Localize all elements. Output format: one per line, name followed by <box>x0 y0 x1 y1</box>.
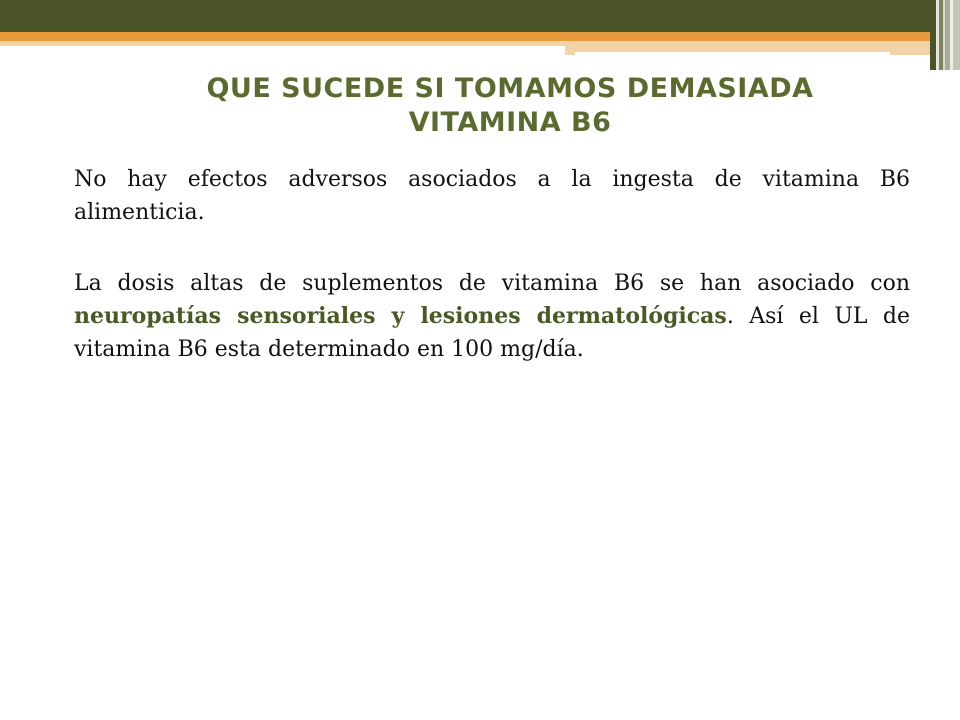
paragraph-2-text-end: . Así el UL de vitamina B6 esta determinado en 100 mg/día. <box>74 304 910 362</box>
header-band-dark <box>0 0 930 32</box>
title-line-1: QUE SUCEDE SI TOMAMOS DEMASIADA <box>206 73 814 104</box>
corner-stripes <box>930 0 960 70</box>
paragraph-1: No hay efectos adversos asociados a la ingesta de vitamina B6 alimenticia. <box>74 167 910 225</box>
slide-body <box>74 163 910 404</box>
header-band-orange <box>0 32 930 41</box>
title-line-2: VITAMINA B6 <box>408 107 612 138</box>
paragraph-2 <box>74 267 910 366</box>
paragraph-2-emphasis: neuropatías sensoriales y lesiones dermatológicas <box>74 303 727 329</box>
header-band-tab-line <box>575 52 890 55</box>
paragraph-2-text-start: La dosis altas de suplementos de vitamina B6 se han asociado con <box>74 271 910 296</box>
slide-title <box>120 72 900 140</box>
